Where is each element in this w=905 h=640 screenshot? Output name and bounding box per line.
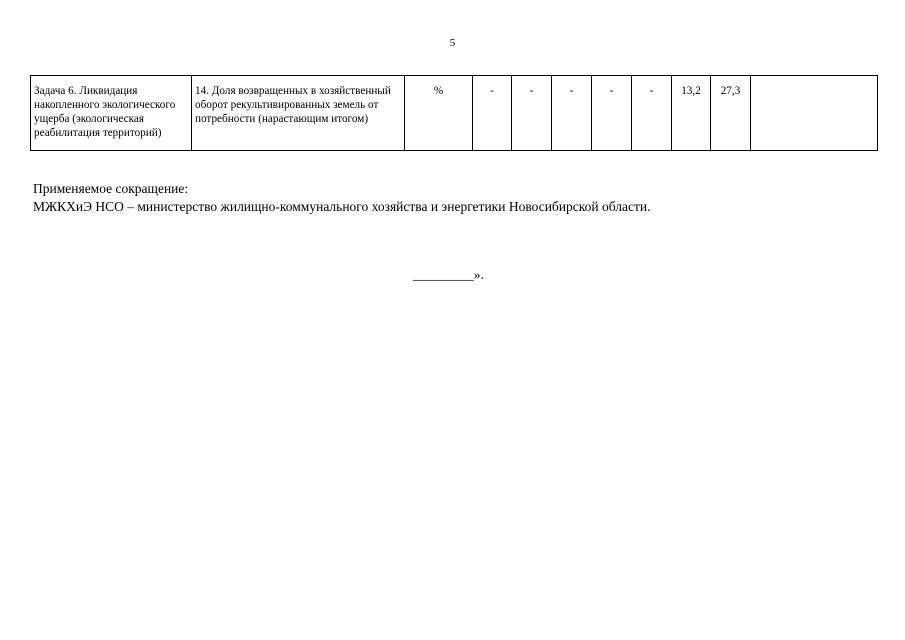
note-cell bbox=[751, 76, 878, 151]
task-cell: Задача 6. Ликвидация накопленного экологического ущерба (экологическая реабилитация территорий) bbox=[31, 76, 192, 151]
value-cell: 13,2 bbox=[672, 76, 711, 151]
value-cell: - bbox=[473, 76, 512, 151]
value-cell: - bbox=[512, 76, 552, 151]
page-number: 5 bbox=[449, 37, 456, 49]
value-cell: 27,3 bbox=[711, 76, 751, 151]
abbreviation-item: МЖКХиЭ НСО – министерство жилищно-коммунального хозяйства и энергетики Новосибирской области. bbox=[33, 199, 651, 214]
value-cell: - bbox=[592, 76, 632, 151]
table-row bbox=[31, 76, 878, 151]
indicators-table bbox=[30, 75, 878, 151]
abbreviations-block bbox=[33, 180, 650, 216]
unit-cell: % bbox=[405, 76, 473, 151]
abbreviations-heading: Применяемое сокращение: bbox=[33, 181, 189, 196]
value-cell: - bbox=[552, 76, 592, 151]
indicator-cell: 14. Доля возвращенных в хозяйственный оборот рекультивированных земель от потребности (нарастающим итогом) bbox=[192, 76, 405, 151]
closing-mark: _________». bbox=[413, 267, 484, 282]
value-cell: - bbox=[632, 76, 672, 151]
